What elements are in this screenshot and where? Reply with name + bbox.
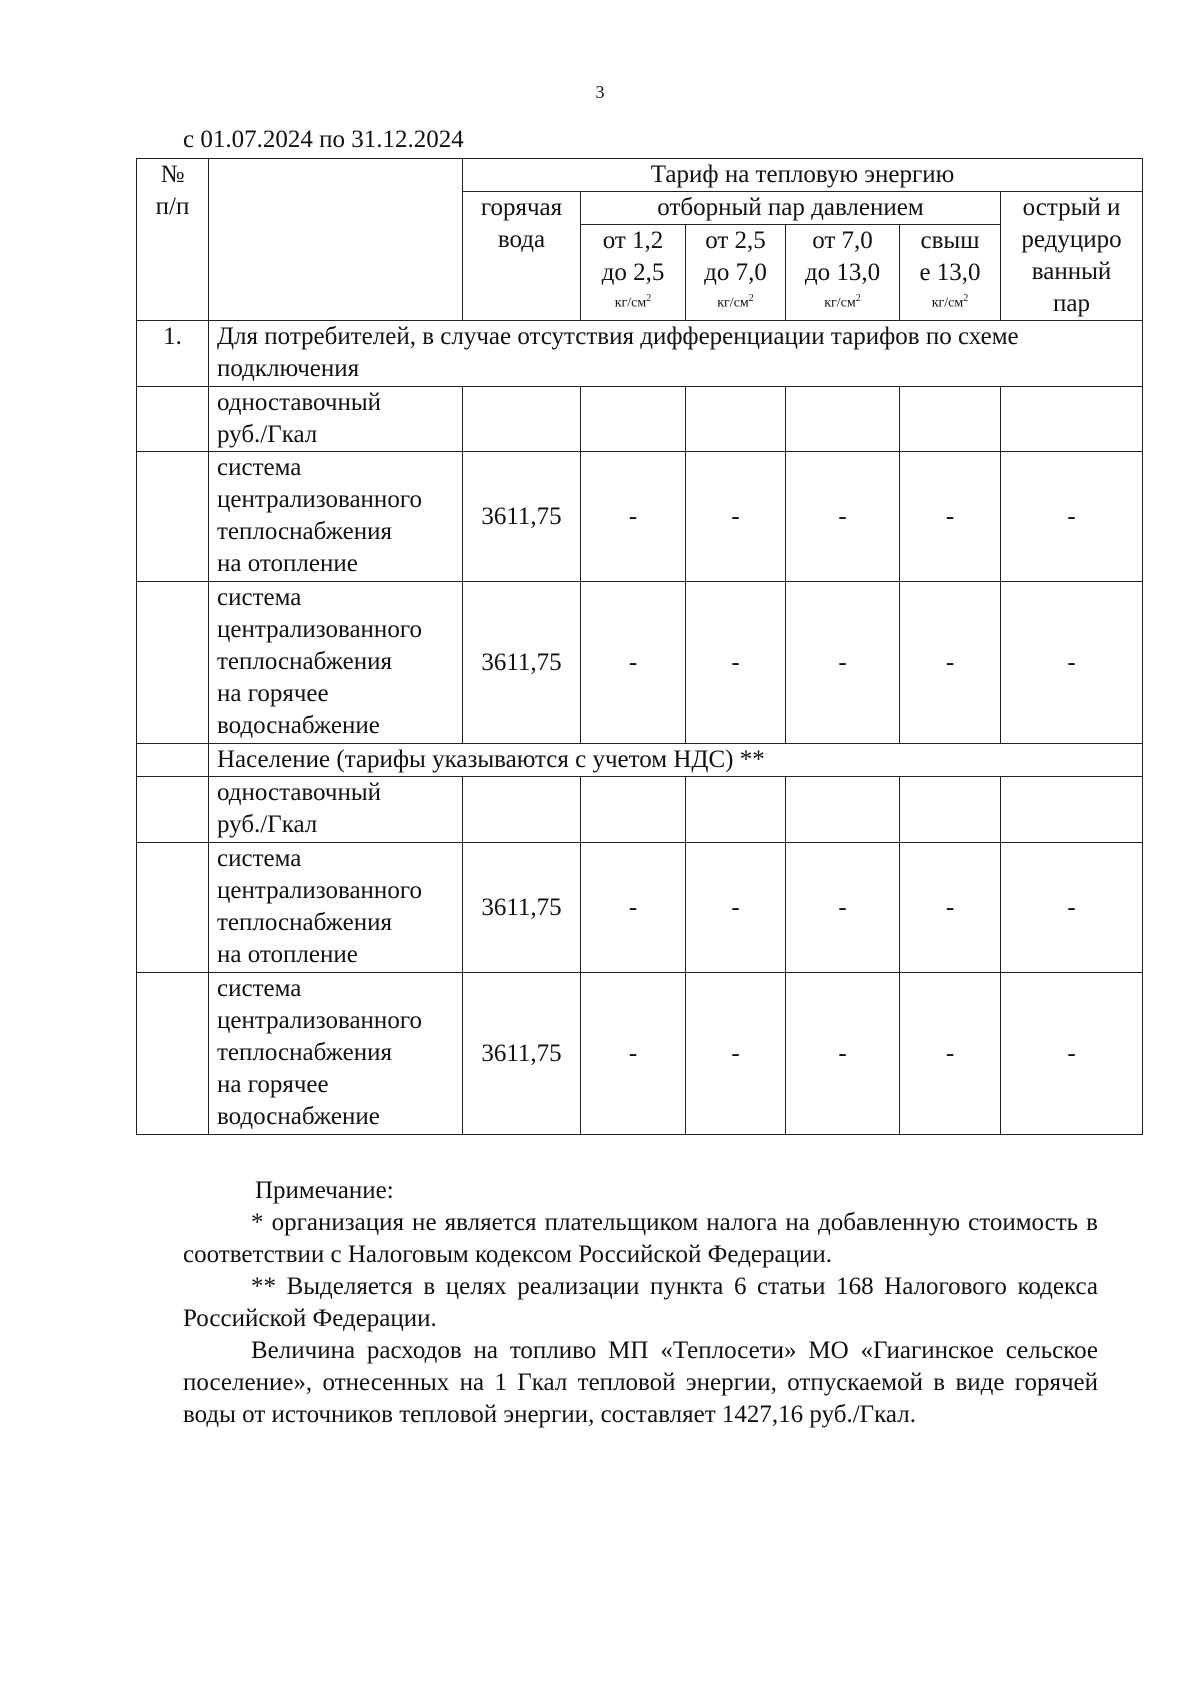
header-blank <box>209 159 463 321</box>
value-cell: 3611,75 <box>463 452 581 582</box>
row-label: система централизованного теплоснабжения на отопление <box>209 843 463 973</box>
header-steam-group: отборный пар давлением <box>581 192 1001 225</box>
table-row <box>137 744 1143 777</box>
table-row: система централизованного теплоснабжения на горячее водоснабжение 3611,75 - - - - - <box>137 973 1143 1135</box>
notes-title: Примечание: <box>255 1177 394 1204</box>
table-row: система централизованного теплоснабжения на горячее водоснабжение 3611,75 - - - - - <box>137 582 1143 744</box>
header-pressure-4: свыш е 13,0 $кг/см^2$ <box>900 225 1001 321</box>
table-row <box>137 321 1143 387</box>
page-number: 3 <box>595 82 605 102</box>
row-label: одноставочный руб./Гкал <box>209 777 463 843</box>
header-pressure-1: от 1,2 до 2,5 $кг/см^2$ <box>581 225 686 321</box>
period-label: с 01.07.2024 по 31.12.2024 <box>183 126 464 153</box>
header-number: № п/п <box>137 159 209 321</box>
section-number: 1. <box>137 321 209 387</box>
header-hot-water: горячая вода <box>463 192 581 321</box>
table-row <box>137 777 1143 843</box>
note-1: * организация не является плательщиком налога на добавленную стоимость в соответствии с Налоговым кодексом Российской Федерации. <box>183 1209 1098 1268</box>
value-cell: 3611,75 <box>463 843 581 973</box>
value-cell: 3611,75 <box>463 582 581 744</box>
section-title: Для потребителей, в случае отсутствия дифференциации тарифов по схеме подключения <box>209 321 1143 387</box>
table-row: система централизованного теплоснабжения на отопление 3611,75 - - - - - <box>137 452 1143 582</box>
value-cell: 3611,75 <box>463 973 581 1135</box>
row-label: система централизованного теплоснабжения на отопление <box>209 452 463 582</box>
fuel-cost-paragraph: Величина расходов на топливо МП «Теплосети» МО «Гиагинское сельское поселение», отнесенных на 1 Гкал тепловой энергии, отпускаемой в виде горячей воды от источников тепловой энергии, составляет 1427,16 руб./Гкал. <box>183 1337 1098 1428</box>
section-title: Население (тарифы указываются с учетом НДС) ** <box>209 744 1143 777</box>
header-pressure-2: от 2,5 до 7,0 $кг/см^2$ <box>686 225 786 321</box>
table-row: система централизованного теплоснабжения на отопление 3611,75 - - - - - <box>137 843 1143 973</box>
note-2: ** Выделяется в целях реализации пункта 6 статьи 168 Налогового кодекса Российской Федерации. <box>183 1273 1098 1332</box>
row-label: система централизованного теплоснабжения на горячее водоснабжение <box>209 582 463 744</box>
header-tariff-title: Тариф на тепловую энергию <box>463 159 1143 192</box>
notes-section <box>183 1175 1098 1431</box>
row-label: одноставочный руб./Гкал <box>209 387 463 452</box>
row-label: система централизованного теплоснабжения на горячее водоснабжение <box>209 973 463 1135</box>
header-sharp-steam: острый и редуциро ванный пар <box>1001 192 1143 321</box>
header-pressure-3: от 7,0 до 13,0 $кг/см^2$ <box>786 225 900 321</box>
table-row <box>137 387 1143 452</box>
tariff-table <box>136 158 1143 1135</box>
